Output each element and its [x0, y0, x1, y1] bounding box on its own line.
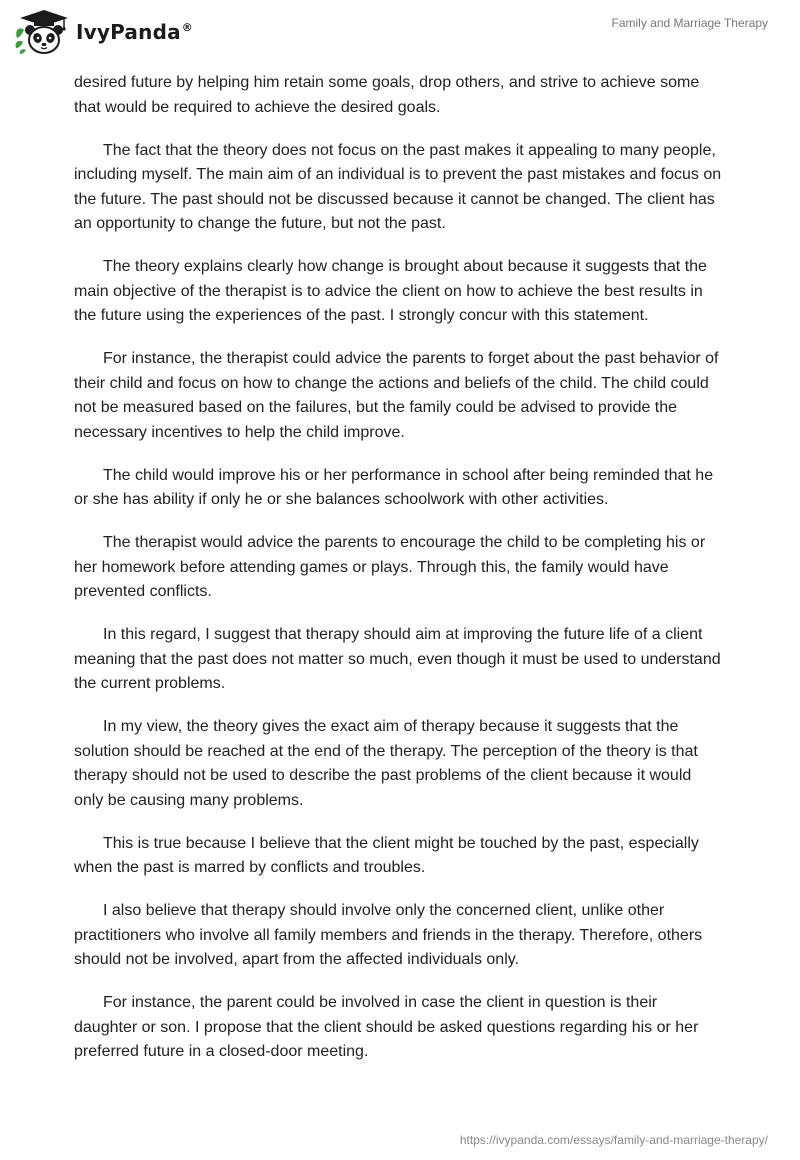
paragraph: desired future by helping him retain some goals, drop others, and strive to achieve some that would be required to achieve the desired goals.	[74, 74, 700, 116]
paragraph: This is true because I believe that the client might be touched by the past, especially when the past is marred by conflicts and troubles.	[74, 834, 699, 876]
paragraph: The theory explains clearly how change is brought about because it suggests that the main objective of the therapist is to advice the client on how to achieve the best results in the future using the experiences of the past. I strongly concur with this statement.	[74, 258, 707, 324]
source-url[interactable]: https://ivypanda.com/essays/family-and-marriage-therapy/	[459, 1133, 768, 1147]
paragraph: I also believe that therapy should involve only the concerned client, unlike other practitioners who involve all family members and friends in the therapy. Therefore, others should not be involved, apart from the affected individuals only.	[74, 902, 703, 968]
paragraph: In this regard, I suggest that therapy should aim at improving the future life of a client meaning that the past does not matter so much, even though it must be used to understand the current problems.	[74, 626, 721, 692]
panda-graduate-icon	[14, 8, 72, 56]
essay-body	[74, 71, 724, 1083]
page-header	[0, 0, 800, 64]
paragraph: The child would improve his or her performance in school after being reminded that he or she has ability if only he or she balances schoolwork with other activities.	[74, 466, 714, 508]
ivypanda-logo[interactable]	[14, 8, 193, 56]
paragraph: For instance, the parent could be involved in case the client in question is their daughter or son. I propose that the client should be asked questions regarding his or her preferred future in a closed-door meeting.	[74, 994, 699, 1060]
paragraph: The therapist would advice the parents to encourage the child to be completing his or her homework before attending games or plays. Through this, the family would have prevented conflicts.	[74, 534, 706, 600]
paragraph: For instance, the therapist could advice the parents to forget about the past behavior of their child and focus on how to change the actions and beliefs of the child. The child could not be measured based on the failures, but the family could be advised to provide the necessary incentives to help the child improve.	[74, 350, 719, 441]
document-title: Family and Marriage Therapy	[611, 16, 768, 30]
brand-name: IvyPanda®	[76, 20, 193, 44]
paragraph: In my view, the theory gives the exact aim of therapy because it suggests that the solution should be reached at the end of the therapy. The perception of the theory is that therapy should not be used to describe the past problems of the client because it would only be causing many problems.	[74, 718, 698, 809]
paragraph: The fact that the theory does not focus on the past makes it appealing to many people, including myself. The main aim of an individual is to prevent the past mistakes and focus on the future. The past should not be discussed because it cannot be changed. The client has an opportunity to change the future, but not the past.	[74, 141, 722, 232]
